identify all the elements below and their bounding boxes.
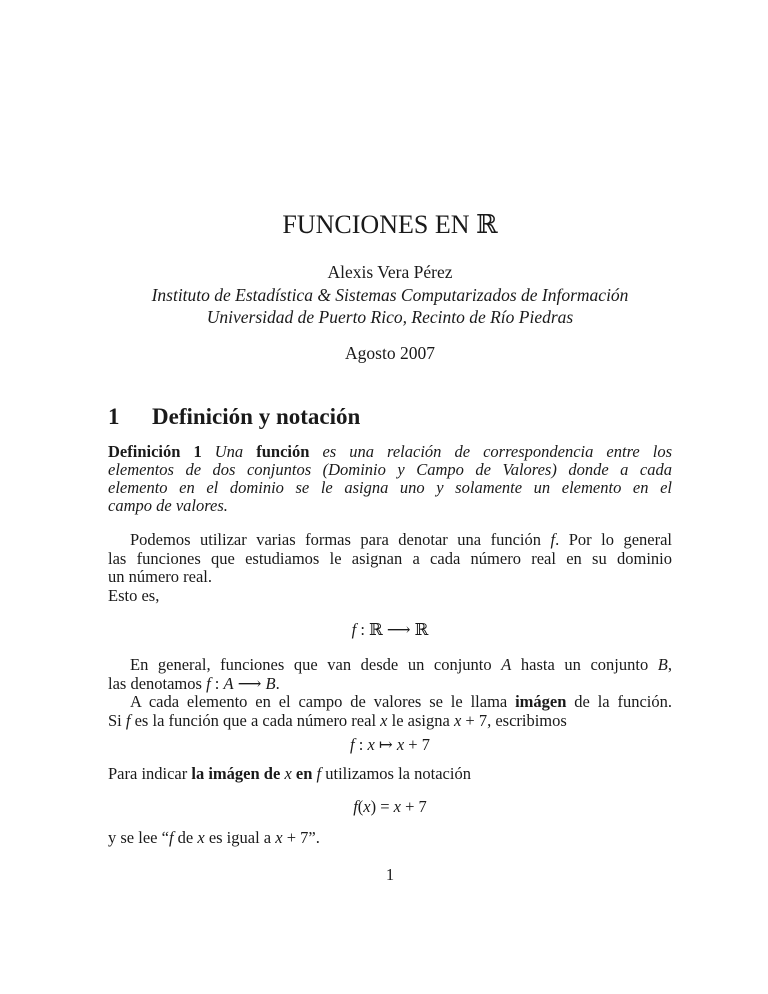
paragraph-line	[108, 828, 672, 848]
text-run: le asigna	[387, 711, 454, 730]
math-symbol: f	[351, 620, 357, 639]
author: Alexis Vera Pérez	[327, 262, 453, 282]
document-title: FUNCIONES EN ℝ	[282, 210, 498, 239]
text-run: ,	[667, 655, 672, 674]
text-run: es una relación de correspondencia entre los	[309, 442, 672, 461]
bold-text: función	[256, 442, 310, 461]
text-run: campo de valores.	[108, 496, 228, 515]
text-run: ⟶	[233, 674, 266, 693]
math-symbol: x	[275, 828, 283, 847]
page-number: 1	[385, 865, 395, 884]
text-run: es igual a	[204, 828, 276, 847]
section-number: 1	[108, 404, 120, 429]
math-symbol: x	[393, 797, 401, 816]
text-run: + 7”.	[282, 828, 320, 847]
paragraph-line	[108, 711, 672, 731]
math-symbol: A	[501, 655, 512, 674]
text-run: Si	[108, 711, 126, 730]
paragraph-line	[108, 764, 672, 784]
text-run: + 7, escribimos	[461, 711, 567, 730]
text-run: hasta un conjunto	[511, 655, 658, 674]
paragraph-line	[108, 549, 672, 569]
bold-text: la imágen de	[191, 764, 285, 783]
text-run: las funciones que estudiamos le asignan a cada número real en su dominio	[108, 549, 672, 568]
text-run: : ℝ ⟶ ℝ	[356, 620, 429, 639]
text-run: un número real.	[108, 567, 213, 586]
text-run: A cada elemento en el campo de valores se le llama	[130, 692, 516, 711]
math-symbol: f	[353, 797, 358, 816]
text-run: . Por lo general	[555, 530, 673, 549]
text-run: En general, funciones que van desde un conjunto	[130, 655, 502, 674]
paragraph-line	[108, 530, 672, 550]
text-run: es la función que a cada número real	[130, 711, 381, 730]
text-run: de la función.	[566, 692, 672, 711]
math-symbol: x	[197, 828, 205, 847]
text-run: :	[210, 674, 224, 693]
math-symbol: B	[657, 655, 668, 674]
definition-line	[108, 442, 672, 462]
text-run: + 7	[401, 797, 427, 816]
text-run: y se lee “	[108, 828, 169, 847]
text-run: elemento en el dominio se le asigna uno y solamente un elemento en el	[108, 478, 672, 497]
math-symbol: f	[125, 711, 131, 730]
text-run: de	[173, 828, 198, 847]
math-symbol: x	[367, 735, 375, 754]
text-run: Podemos utilizar varias formas para denotar una función	[130, 530, 551, 549]
definition-line	[108, 496, 672, 516]
bold-text: imágen	[515, 692, 567, 711]
text-run: (	[357, 797, 364, 816]
text-run: ↦	[374, 735, 397, 754]
math-symbol: f	[206, 674, 211, 693]
math-symbol: f	[316, 764, 322, 783]
text-run: Para indicar	[108, 764, 192, 783]
math-symbol: x	[363, 797, 371, 816]
paragraph-line	[108, 655, 672, 675]
definition-line	[108, 478, 672, 498]
text-run: Una	[214, 442, 257, 461]
math-symbol: f	[550, 530, 556, 549]
text-run: utilizamos la notación	[321, 764, 471, 783]
text-run: :	[354, 735, 368, 754]
date: Agosto 2007	[345, 343, 435, 363]
equation-mapping	[108, 735, 672, 755]
paragraph-line	[108, 586, 672, 606]
text-run: Esto es,	[108, 586, 160, 605]
affiliation-university: Universidad de Puerto Rico, Recinto de Río Piedras	[206, 307, 574, 327]
paragraph-line	[108, 692, 672, 712]
math-symbol: x	[396, 735, 405, 754]
math-symbol: B	[265, 674, 276, 693]
text-run: elementos de dos conjuntos (Dominio y Campo de Valores) donde a cada	[108, 460, 672, 479]
math-symbol: A	[223, 674, 234, 693]
bold-text: Definición 1	[108, 442, 215, 461]
equation-f-r-to-r	[108, 620, 672, 640]
text-run: ) =	[370, 797, 394, 816]
math-symbol: f	[168, 828, 174, 847]
text-run: + 7	[404, 735, 430, 754]
paragraph-line	[108, 674, 672, 694]
text-run: las denotamos	[108, 674, 207, 693]
section-title: Definición y notación	[152, 404, 361, 429]
math-symbol: x	[284, 764, 292, 783]
section-heading	[108, 403, 672, 431]
math-symbol: x	[453, 711, 462, 730]
affiliation-institute: Instituto de Estadística & Sistemas Computarizados de Información	[151, 285, 629, 305]
definition-line	[108, 460, 672, 480]
equation-fx	[108, 797, 672, 817]
math-symbol: f	[350, 735, 355, 754]
paragraph-line	[108, 567, 672, 587]
bold-text: en	[291, 764, 317, 783]
math-symbol: x	[380, 711, 388, 730]
text-run: .	[275, 674, 280, 693]
